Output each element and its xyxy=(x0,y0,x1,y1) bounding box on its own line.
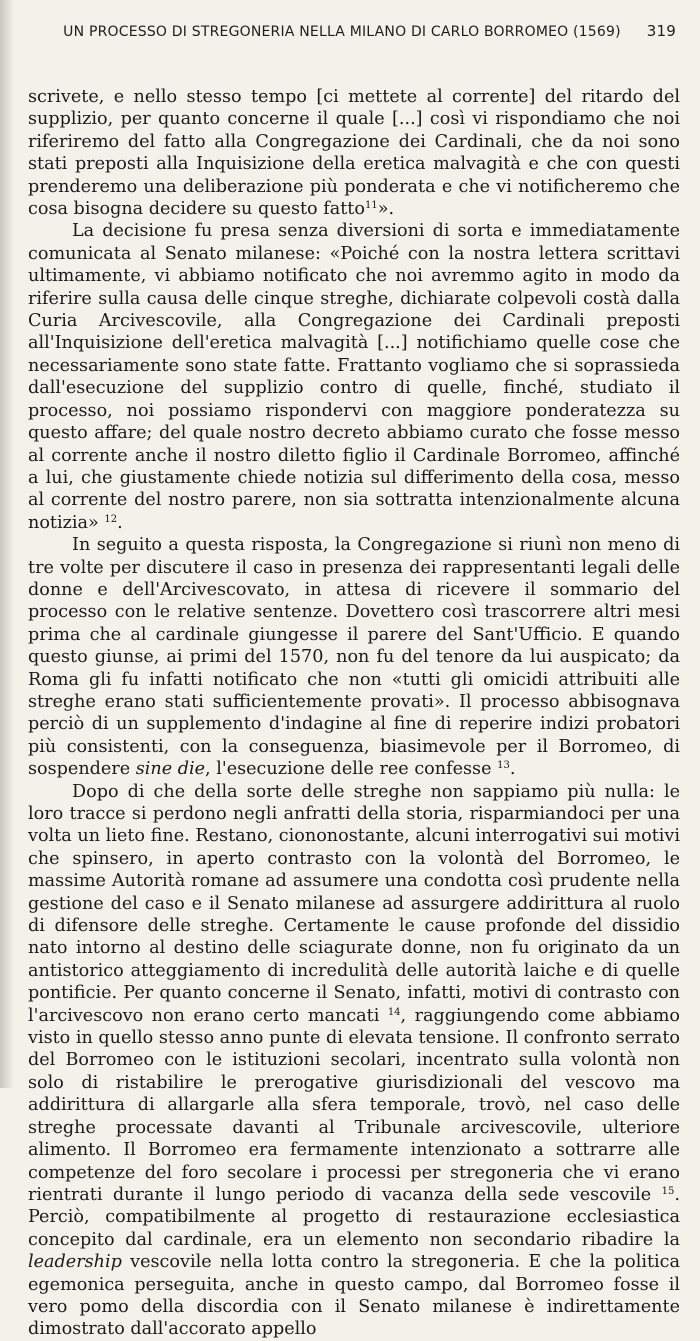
footnote-ref: 11 xyxy=(364,200,378,212)
running-title: UN PROCESSO DI STREGONERIA NELLA MILANO DI CARLO BORROMEO (1569) xyxy=(63,24,621,40)
footnote-ref: 15 xyxy=(661,1185,675,1197)
text-run: ». xyxy=(377,199,395,220)
text-run: , raggiungendo come abbiamo visto in quello stesso anno punte di elevata tensione. Il confronto serrato del Borromeo con le istituzioni secolari, incentrato sulla volontà non solo di ristabilire le prerogative giurisdizionali del vescovo ma addirittura di allargarle alla sfera temporale, trovò, nel caso delle streghe processate davanti al Tribunale arcivescovile, ulteriore alimento. Il Borromeo era fermamente intenzionato a sottrarre alle competenze del foro secolare i processi per stregoneria che vi erano rientrati durante il lungo periodo di vacanza della sede vescovile xyxy=(28,1005,680,1205)
text-run: In seguito a questa risposta, la Congregazione si riunì non meno di tre volte per discutere il caso in presenza dei rappresentanti legali delle donne e dell'Arcivescovato, in attesa di ricevere il sommario del processo con le relative sentenze. Dovettero così trascorrere altri mesi prima che al cardinale giungesse il parere del Sant'Ufficio. E quando questo giunse, ai primi del 1570, non fu del tenore da lui auspicato; da Roma gli fu infatti notificato che non «tutti gli omicidi attribuiti alle streghe erano stati sufficientemente provati». Il processo abbisognava perciò di un supplemento d'indagine al fine di reperire indizi probatori più consistenti, con la conseguenza, biasimevole per il Borromeo, di sospendere xyxy=(28,535,680,780)
footnote-ref: 13 xyxy=(497,760,510,772)
text-run: Dopo di che della sorte delle streghe non sappiamo più nulla: le loro tracce si perdono negli anfratti della storia, risparmiandoci per una volta un lieto fine. Restano, ciononostante, alcuni interrogativi sui motivi che spinsero, in aperto contrasto con la volontà del Borromeo, le massime Autorità romane ad assumere una condotta così prudente nella gestione del caso e il Senato milanese ad assurgere addirittura al ruolo di difensore delle streghe. Certamente le cause profonde del dissidio nato intorno al destino delle sciagurate donne, non fu originato da un antistorico atteggiamento di incredulità delle autorità laiche e di quelle pontificie. Per quanto concerne il Senato, infatti, motivi di contrasto con l'arcivescovo non erano certo mancati xyxy=(28,781,680,1026)
text-run: , l'esecuzione delle ree confesse xyxy=(205,759,498,780)
page-header xyxy=(63,22,676,48)
paragraph-2 xyxy=(28,220,680,534)
page-number: 319 xyxy=(646,22,676,40)
text-run: vescovile nella lotta contro la stregoneria. E che la politica egemonica perseguita, anche in questo campo, dal Borromeo fosse il vero pomo della discordia con il Senato milanese è indirettamente dimostrato dall'accorato appello xyxy=(28,1252,680,1340)
text-run: . xyxy=(117,512,123,533)
footnote-ref: 14 xyxy=(387,1006,401,1018)
paragraph-4 xyxy=(28,781,680,1341)
text-run: . Perciò, compatibilmente al progetto di restaurazione ecclesiastica concepito dal cardinale, era un elemento non secondario ribadire la xyxy=(28,1184,680,1250)
paragraph-3 xyxy=(28,534,680,780)
text-run: . xyxy=(509,759,516,780)
italic-text: leadership xyxy=(28,1252,122,1273)
italic-text: sine die xyxy=(135,759,206,780)
text-run: scrivete, e nello stesso tempo [ci mettete al corrente] del ritardo del supplizio, per quanto concerne il quale [...] così vi rispondiamo che noi riferiremo del fatto alla Congregazione dei Cardinali, che da noi sono stati preposti alla Inquisizione della eretica malvagità e che con questi prenderemo una deliberazione più ponderata e che vi notificheremo che cosa bisogna decidere su questo fatto xyxy=(28,87,680,220)
body-text xyxy=(28,86,680,1341)
text-run: La decisione fu presa senza diversioni di sorta e immediatamente comunicata al Senato milanese: «Poiché con la nostra lettera scrittavi ultimamente, vi abbiamo notificato che noi avremmo agito in modo da riferire sulla causa delle cinque streghe, dichiarate colpevoli costà dalla Curia Arcivescovile, alla Congregazione dei Cardinali preposti all'Inquisizione dell'eretica malvagità [...] notifichiamo quelle cose che necessariamente sono state fatte. Frattanto vogliamo che si soprassieda dall'esecuzione del supplizio contro di quelle, finché, studiato il processo, noi possiamo rispondervi con maggiore ponderatezza su questo affare; del quale nostro decreto abbiamo curato che fosse messo al corrente anche il nostro diletto figlio il Cardinale Borromeo, affinché a lui, che giustamente chiede notizia sul differimento della cosa, messo al corrente del nostro parere, non sia sottratta intenzionalmente alcuna notizia» xyxy=(28,221,680,533)
footnote-ref: 12 xyxy=(104,513,118,525)
paragraph-1 xyxy=(28,86,680,220)
